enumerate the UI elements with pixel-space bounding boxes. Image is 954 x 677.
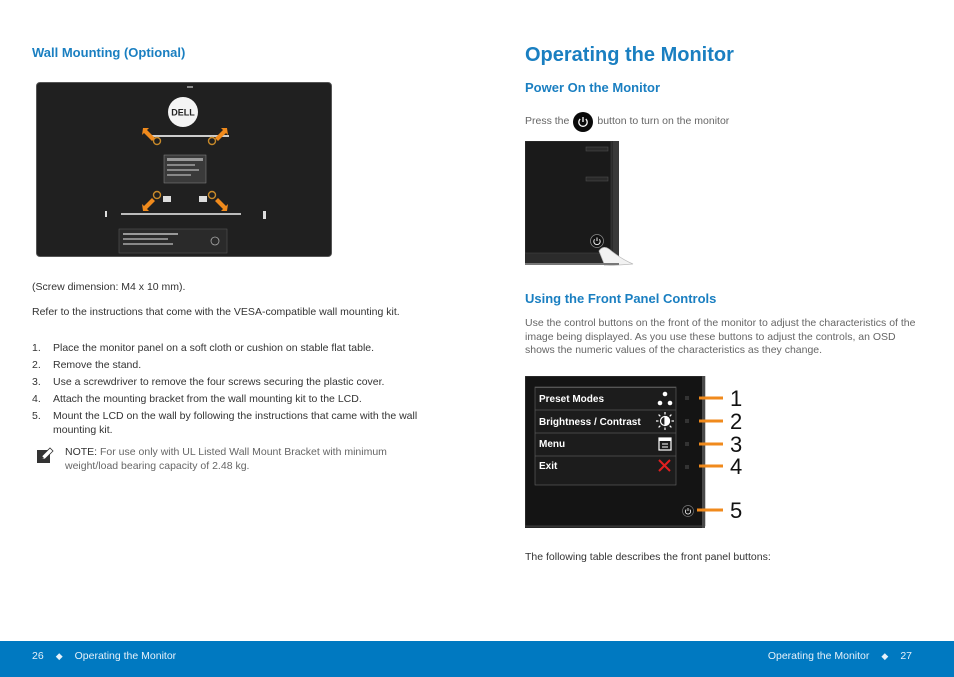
callout-number-4: 4 (730, 454, 743, 479)
page-number-left: 26 (32, 650, 44, 662)
screw-dimension-text: (Screw dimension: M4 x 10 mm). (32, 281, 186, 293)
refer-instructions-text: Refer to the instructions that come with the VESA-compatible wall mounting kit. (32, 306, 400, 318)
footer-section-left: Operating the Monitor (74, 650, 177, 662)
monitor-back-image (36, 82, 332, 257)
footer-left (32, 650, 176, 662)
power-button-icon (573, 112, 593, 132)
diamond-separator-icon: ◆ (55, 650, 63, 661)
page-footer (0, 641, 954, 677)
dell-logo: DELL (171, 107, 195, 118)
step-number: 2. (32, 359, 41, 371)
press-before-text: Press the (525, 115, 570, 128)
front-panel-description: Use the control buttons on the front of the monitor to adjust the characteristics of the image being displayed. As you use these buttons to adjust the controls, an OSD shows the numeric values of the characteristics as they change. (525, 317, 916, 356)
note-pencil-icon (36, 447, 54, 465)
section-title-wall-mounting: Wall Mounting (Optional) (32, 45, 186, 60)
note-body: For use only with UL Listed Wall Mount Bracket with minimum weight/load bearing capacity of 2.48 kg. (65, 446, 387, 472)
list-item (32, 393, 432, 407)
diamond-separator-icon: ◆ (881, 650, 889, 661)
press-power-instruction (525, 112, 729, 132)
osd-item-brightness-contrast: Brightness / Contrast (539, 417, 641, 428)
mounting-steps-list (32, 342, 432, 441)
callout-number-2: 2 (730, 409, 743, 434)
osd-item-preset-modes: Preset Modes (539, 394, 605, 405)
page-title: Operating the Monitor (525, 44, 734, 66)
osd-item-menu: Menu (539, 439, 566, 450)
step-text: Attach the mounting bracket from the wall mounting kit to the LCD. (53, 393, 362, 405)
list-item (32, 376, 432, 390)
section-title-front-panel: Using the Front Panel Controls (525, 291, 717, 306)
step-text: Place the monitor panel on a soft cloth or cushion on stable flat table. (53, 342, 375, 354)
list-item (32, 359, 432, 373)
note-text (65, 446, 435, 473)
list-item (32, 342, 432, 356)
monitor-corner-image (525, 141, 635, 266)
osd-item-exit: Exit (539, 461, 558, 472)
step-number: 3. (32, 376, 41, 388)
step-text: Use a screwdriver to remove the four screws securing the plastic cover. (53, 376, 385, 388)
footer-section-right: Operating the Monitor (767, 650, 870, 662)
step-text: Mount the LCD on the wall by following the instructions that came with the wall mounting kit. (53, 410, 418, 436)
callout-number-1: 1 (730, 386, 743, 411)
step-number: 1. (32, 342, 41, 354)
step-number: 5. (32, 410, 41, 422)
section-title-power-on: Power On the Monitor (525, 80, 661, 95)
callout-number-5: 5 (730, 498, 743, 523)
footer-right (768, 650, 912, 662)
table-intro-text: The following table describes the front panel buttons: (525, 551, 771, 563)
press-after-text: button to turn on the monitor (597, 115, 730, 128)
callout-number-3: 3 (730, 432, 743, 457)
monitor-back-illustration (37, 83, 332, 257)
step-number: 4. (32, 393, 41, 405)
step-text: Remove the stand. (53, 359, 142, 371)
list-item (32, 410, 432, 437)
page-number-right: 27 (900, 650, 912, 662)
osd-menu-image (525, 376, 750, 528)
note-label: NOTE: (65, 446, 98, 458)
